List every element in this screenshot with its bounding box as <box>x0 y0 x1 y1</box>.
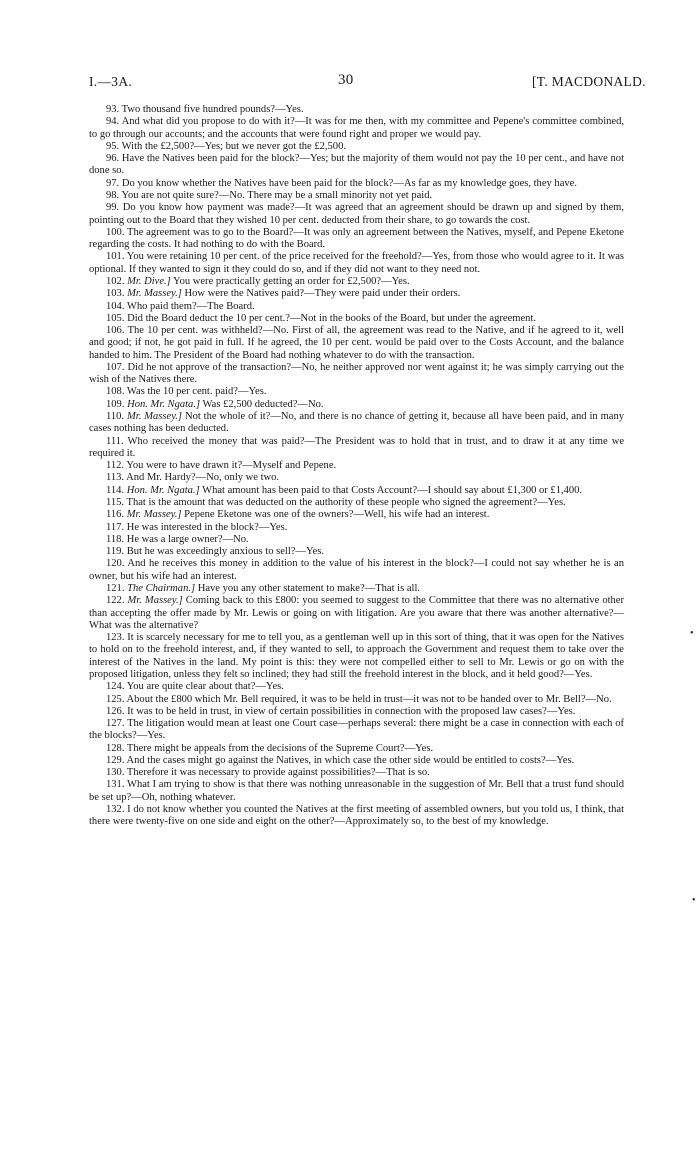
question-text: With the £2,500?—Yes; but we never got the £2,500. <box>121 140 346 152</box>
question-paragraph <box>89 694 624 706</box>
question-number: 94. <box>106 116 120 128</box>
question-paragraph <box>89 399 624 411</box>
question-paragraph <box>89 534 624 546</box>
question-text: There might be appeals from the decisions of the Supreme Court?—Yes. <box>126 742 434 754</box>
question-paragraph <box>89 779 624 804</box>
speaker-label: Hon. Mr. Ngata.] <box>126 484 200 496</box>
question-paragraph <box>89 116 624 141</box>
question-text: About the £800 which Mr. Bell required, it was to be held in trust—it was not to be handed over to Mr. Bell?—No. <box>126 693 612 705</box>
question-text: Not the whole of it?—No, and there is no chance of getting it, because all have been paid, and in many cases nothing has been deducted. <box>89 411 624 435</box>
speaker-label: Hon. Mr. Ngata.] <box>127 398 201 410</box>
speaker-label: The Chairman.] <box>127 582 196 594</box>
question-paragraph <box>89 202 624 227</box>
question-number: 99. <box>106 202 120 214</box>
question-paragraph <box>89 190 624 202</box>
question-paragraph <box>89 362 624 387</box>
question-number: 93. <box>106 104 120 115</box>
question-text: Pepene Eketone was one of the owners?—Well, his wife had an interest. <box>184 509 490 521</box>
question-paragraph <box>89 251 624 276</box>
question-number: 116. <box>106 509 125 521</box>
question-paragraph <box>89 301 624 313</box>
question-paragraph <box>89 288 624 300</box>
question-number: 108. <box>106 386 125 398</box>
question-number: 105. <box>106 312 125 324</box>
question-number: 110. <box>106 411 125 423</box>
question-text: Did he not approve of the transaction?—No, he neither approved nor went against it; he was simply carrying out the wish of the Natives there. <box>89 361 624 386</box>
question-text: Did the Board deduct the 10 per cent.?—Not in the books of the Board, but under the agreement. <box>127 312 536 324</box>
question-text: Who received the money that was paid?—The President was to hold that in trust, and to draw it at any time we required it. <box>89 435 625 459</box>
speaker-label: Mr. Massey.] <box>127 288 182 300</box>
question-paragraph <box>89 509 624 521</box>
question-number: 98. <box>106 189 120 201</box>
question-number: 111. <box>106 435 124 447</box>
question-number: 126. <box>106 705 125 717</box>
question-paragraph <box>89 141 624 153</box>
question-text: He was interested in the block?—Yes. <box>126 521 288 533</box>
question-number: 104. <box>106 300 125 312</box>
question-paragraph <box>89 804 624 829</box>
question-text: You are quite clear about that?—Yes. <box>126 681 284 693</box>
question-paragraph <box>89 522 624 534</box>
speaker-label: Mr. Massey.] <box>126 509 182 521</box>
header-right: [T. MACDONALD. <box>532 74 646 89</box>
question-text: The agreement was to go to the Board?—It was only an agreement between the Natives, myself, and Pepene Eketone regarding the costs. It had nothing to do with the Board. <box>89 226 624 251</box>
speaker-label: Mr. Dive.] <box>127 275 171 287</box>
question-text: You were retaining 10 per cent. of the price received for the freehold?—Yes, from those who would agree to it. It was optional. If they wanted to sign it they could do so, and if they did not want to they need not. <box>89 251 624 275</box>
question-number: 119. <box>106 546 125 558</box>
question-text: And what did you propose to do with it?—It was for me then, with my committee and Pepene's committee combined, to go through our accounts; and the accounts that were found right and proper we would pay. <box>89 116 624 140</box>
question-paragraph <box>89 681 624 693</box>
question-text: Who paid them?—The Board. <box>126 300 255 312</box>
question-number: 115. <box>106 497 125 508</box>
question-number: 130. <box>106 767 125 779</box>
question-number: 113. <box>106 472 125 484</box>
question-text: The litigation would mean at least one Court case—perhaps several: there might be a case in connection with each of the blocks?—Yes. <box>89 718 624 742</box>
question-number: 125. <box>106 693 125 705</box>
question-paragraph <box>89 767 624 779</box>
question-paragraph <box>89 460 624 472</box>
question-number: 117. <box>106 521 125 533</box>
question-number: 129. <box>106 754 125 766</box>
question-text: I do not know whether you counted the Natives at the first meeting of assembled owners, but you told us, I think, that there were twenty-five on one side and eight on the other?—Approximately so, to the best of my knowledge. <box>89 804 624 828</box>
question-paragraph <box>89 497 624 509</box>
header-left: I.—3A. <box>89 74 133 89</box>
question-paragraph <box>89 706 624 718</box>
question-paragraph <box>89 755 624 767</box>
question-number: 114. <box>106 484 125 496</box>
question-number: 97. <box>106 177 120 189</box>
question-text: The 10 per cent. was withheld?—No. First of all, the agreement was read to the Native, and if he agreed to it, well and good; if not, he got paid in full. If he agreed, the 10 per cent. would be paid over to the Costs Account, and the balance handed to him. The President of the Board had nothing whatever to do with the transaction. <box>89 325 624 361</box>
question-number: 128. <box>106 742 125 754</box>
question-number: 112. <box>106 460 125 472</box>
question-paragraph <box>89 325 624 362</box>
question-paragraph <box>89 178 624 190</box>
question-number: 103. <box>106 288 125 300</box>
question-text: He was a large owner?—No. <box>126 533 249 545</box>
question-paragraph <box>89 436 624 461</box>
question-paragraph <box>89 472 624 484</box>
speaker-label: Mr. Massey.] <box>127 595 183 607</box>
question-number: 100. <box>106 226 125 238</box>
question-paragraph <box>89 276 624 288</box>
question-text: You are not quite sure?—No. There may be a small minority not yet paid. <box>121 189 433 201</box>
margin-mark: • <box>692 895 696 906</box>
question-number: 96. <box>106 153 120 165</box>
question-paragraph <box>89 558 624 583</box>
question-paragraph <box>89 546 624 558</box>
question-paragraph <box>89 632 624 681</box>
question-number: 124. <box>106 681 125 693</box>
page-number: 30 <box>338 72 354 88</box>
question-text: Coming back to this £800: you seemed to suggest to the Committee that there was no alternative other than accepting the offer made by Mr. Lewis or going on with litigation. Are you aware that there was another alternative?—What was the alternative? <box>89 595 624 631</box>
question-text: That is the amount that was deducted on the authority of these people who signed the agreement?—Yes. <box>126 497 566 508</box>
question-number: 109. <box>106 398 125 410</box>
question-text: And Mr. Hardy?—No, only we two. <box>126 472 280 484</box>
question-number: 132. <box>106 804 125 816</box>
question-paragraph <box>89 743 624 755</box>
question-number: 123. <box>106 632 125 644</box>
question-text: Two thousand five hundred pounds?—Yes. <box>121 104 304 115</box>
question-number: 107. <box>106 361 125 373</box>
question-number: 122. <box>106 595 125 607</box>
question-paragraph <box>89 718 624 743</box>
question-number: 106. <box>106 325 125 337</box>
margin-mark: • <box>690 628 694 639</box>
question-text: Therefore it was necessary to provide against possibilities?—That is so. <box>126 767 430 779</box>
question-number: 127. <box>106 718 125 730</box>
question-paragraph <box>89 153 624 178</box>
question-number: 102. <box>106 275 125 287</box>
question-text: Do you know how payment was made?—It was agreed that an agreement should be drawn up and signed by them, pointing out to the Board that they wished 10 per cent. deducted from their share, to go towards the cost. <box>89 202 625 226</box>
question-number: 120. <box>106 558 125 570</box>
question-paragraph <box>89 411 624 436</box>
question-text: And the cases might go against the Natives, in which case the other side would be entitled to costs?—Yes. <box>126 754 575 766</box>
question-text: Was £2,500 deducted?—No. <box>202 398 324 410</box>
speaker-label: Mr. Massey.] <box>126 411 183 423</box>
question-number: 131. <box>106 779 125 791</box>
question-number: 118. <box>106 533 125 545</box>
question-paragraph <box>89 104 624 116</box>
question-text: What amount has been paid to that Costs Account?—I should say about £1,300 or £1,400. <box>202 484 583 496</box>
question-text: What I am trying to show is that there was nothing unreasonable in the suggestion of Mr. Bell that a trust fund should be set up?—Oh, nothing whatever. <box>89 779 625 803</box>
question-text: Have the Natives been paid for the block?—Yes; but the majority of them would not pay the 10 per cent., and have not done so. <box>89 153 625 177</box>
question-paragraph <box>89 313 624 325</box>
question-text: Was the 10 per cent. paid?—Yes. <box>126 386 267 398</box>
question-paragraph <box>89 227 624 252</box>
question-paragraph <box>89 386 624 398</box>
question-text: But he was exceedingly anxious to sell?—Yes. <box>126 546 324 558</box>
minutes-of-evidence <box>89 104 624 829</box>
question-number: 95. <box>106 140 120 152</box>
question-text: Have you any other statement to make?—That is all. <box>197 582 421 594</box>
question-text: It is scarcely necessary for me to tell you, as a gentleman well up in this sort of thing, that it was open for the Natives to hold on to the freehold interest, and, if they wanted to sell, to approach the Government and request them to take over the interest of the Natives in the land. My point is this: they were not compelled either to sell to Mr. Lewis or go on with the proposed litigation, unless they felt so inclined; they had still the freehold interest in the block, and it held good?—Yes. <box>89 632 625 680</box>
question-text: You were practically getting an order for £2,500?—Yes. <box>173 275 410 287</box>
question-paragraph <box>89 485 624 497</box>
question-text: How were the Natives paid?—They were paid under their orders. <box>184 288 461 300</box>
question-paragraph <box>89 583 624 595</box>
question-text: And he receives this money in addition to the value of his interest in the block?—I could not say whether he is an owner, but his wife had an interest. <box>89 558 625 582</box>
question-text: You were to have drawn it?—Myself and Pepene. <box>126 460 337 472</box>
question-number: 121. <box>106 582 125 594</box>
question-text: Do you know whether the Natives have been paid for the block?—As far as my knowledge goes, they have. <box>121 177 577 189</box>
question-text: It was to be held in trust, in view of certain possibilities in connection with the proposed law cases?—Yes. <box>127 705 576 717</box>
question-number: 101. <box>106 251 125 263</box>
question-paragraph <box>89 595 624 632</box>
